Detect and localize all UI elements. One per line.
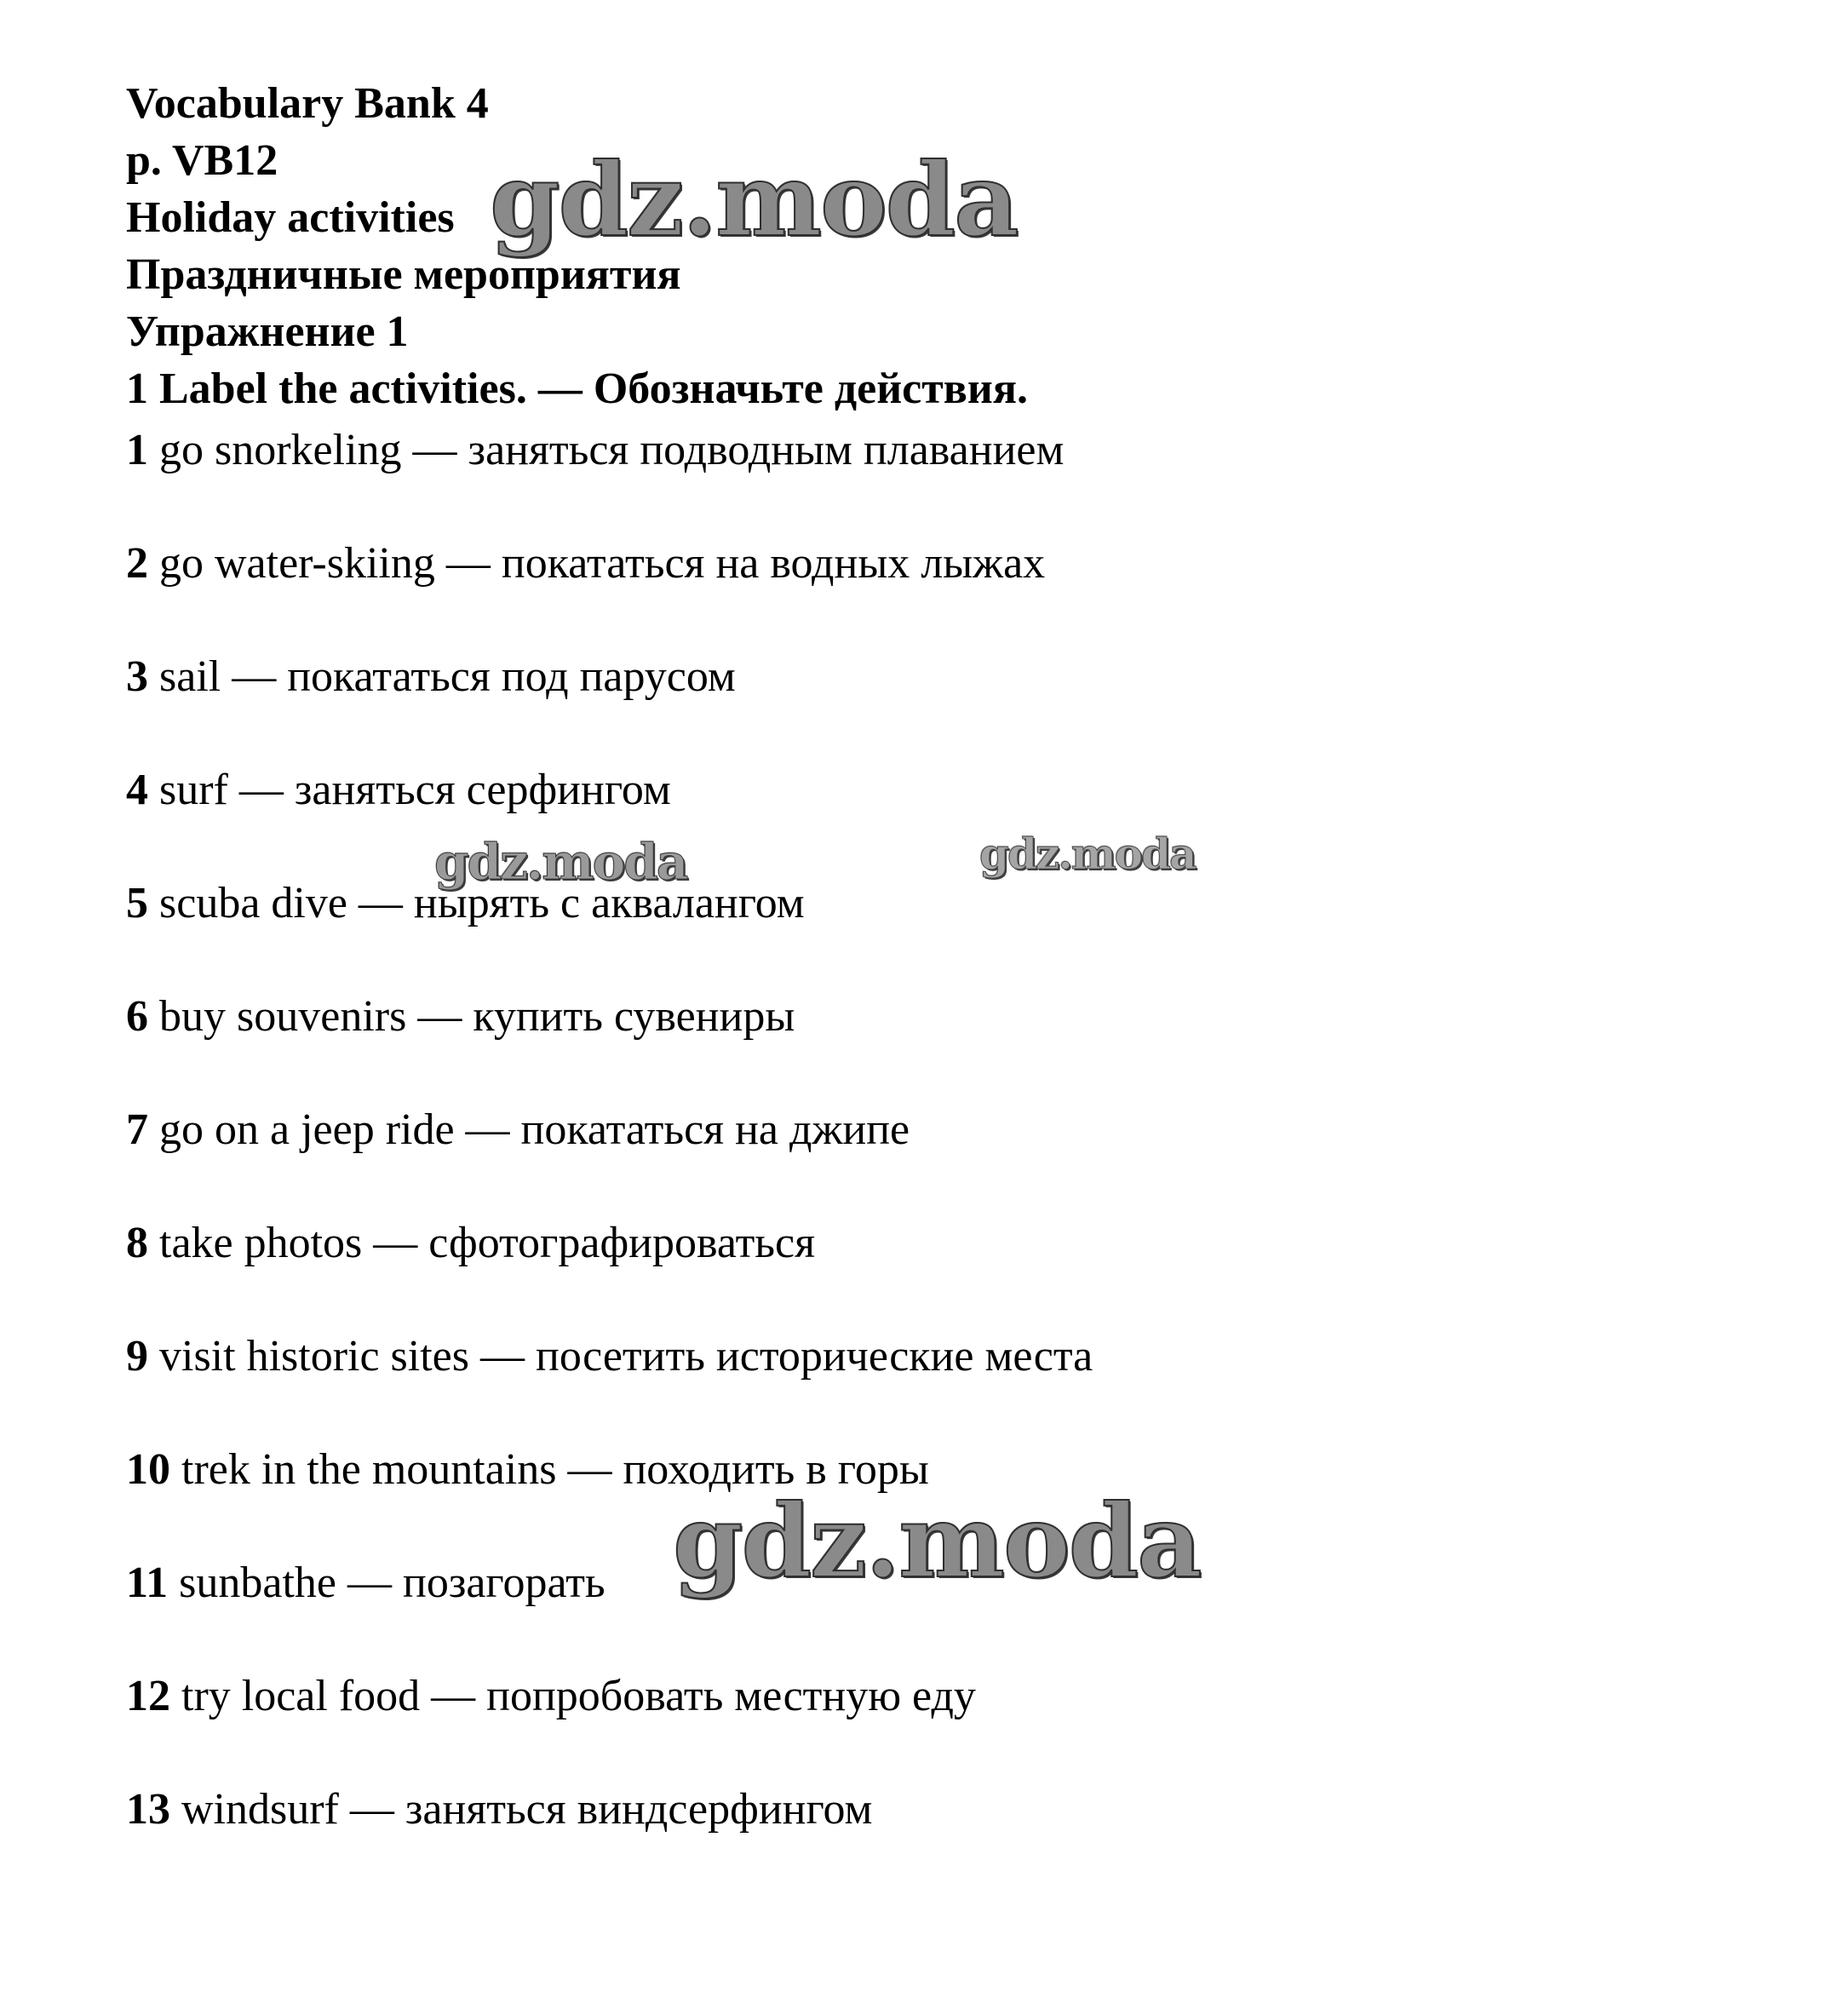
item-text: go snorkeling — заняться подводным плаванием (148, 426, 1065, 474)
list-item (126, 1781, 1093, 1838)
item-number: 13 (126, 1785, 170, 1834)
list-item (126, 422, 1093, 479)
item-number: 11 (126, 1559, 169, 1607)
list-item (126, 761, 1093, 818)
item-number: 9 (126, 1332, 148, 1381)
exercise-label: Упражнение 1 (126, 307, 409, 356)
item-number: 2 (126, 539, 148, 588)
activity-list (126, 422, 1093, 1894)
list-item (126, 1668, 1093, 1725)
section-title-russian: Праздничные мероприятия (126, 250, 681, 299)
list-item (126, 1101, 1093, 1158)
page-reference: p. VB12 (126, 136, 278, 185)
item-number: 6 (126, 992, 148, 1041)
item-text: go on a jeep ride — покататься на джипе (148, 1105, 910, 1154)
item-text: sunbathe — позагорать (168, 1559, 605, 1607)
item-number: 10 (126, 1445, 170, 1494)
item-number: 8 (126, 1219, 148, 1267)
list-item (126, 1214, 1093, 1272)
section-title-english: Holiday activities (126, 193, 455, 242)
item-number: 4 (126, 766, 148, 814)
item-number: 12 (126, 1672, 170, 1720)
item-number: 5 (126, 879, 148, 927)
watermark-middle-right: gdz.moda (979, 829, 1196, 879)
exercise-instruction: 1 Label the activities. — Обозначьте действия. (126, 365, 1028, 413)
item-text: take photos — сфотографироваться (148, 1219, 816, 1267)
item-text: sail — покататься под парусом (148, 652, 736, 701)
watermark-middle-left: gdz.moda (434, 833, 687, 891)
item-text: trek in the mountains — походить в горы (170, 1445, 929, 1494)
vocabulary-bank-title: Vocabulary Bank 4 (126, 79, 489, 128)
list-item (126, 535, 1093, 592)
list-item (126, 988, 1093, 1045)
item-text: buy souvenirs — купить сувениры (148, 992, 795, 1041)
item-text: try local food — попробовать местную еду (170, 1672, 976, 1720)
list-item (126, 1328, 1093, 1385)
item-number: 1 (126, 426, 148, 474)
item-number: 7 (126, 1105, 148, 1154)
item-text: surf — заняться серфингом (148, 766, 671, 814)
item-text: scuba dive — нырять с аквалангом (148, 879, 805, 927)
item-text: go water-skiing — покататься на водных лыжах (148, 539, 1046, 588)
item-text: visit historic sites — посетить исторические места (148, 1332, 1093, 1381)
watermark-top: gdz.moda (490, 141, 1018, 259)
item-number: 3 (126, 652, 148, 701)
watermark-bottom: gdz.moda (673, 1482, 1201, 1600)
list-item (126, 648, 1093, 705)
item-text: windsurf — заняться виндсерфингом (170, 1785, 873, 1834)
